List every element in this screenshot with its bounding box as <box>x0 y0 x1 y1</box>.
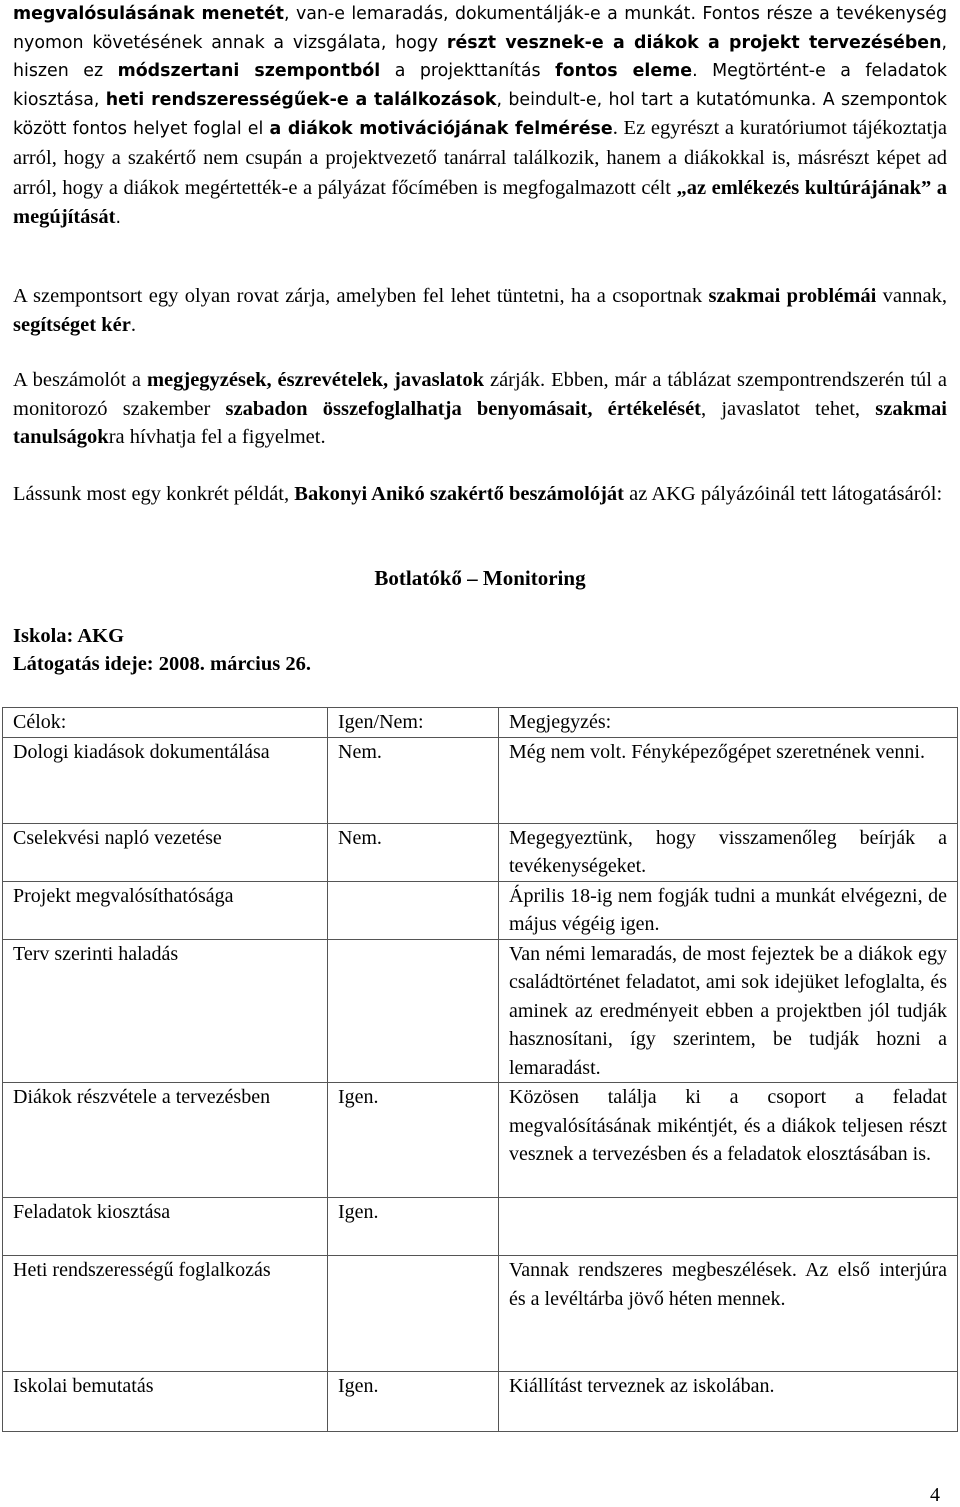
row-status: Nem. <box>328 823 499 881</box>
report-title: Botlatókő – Monitoring <box>374 566 586 590</box>
intro-paragraph-3: A beszámolót a megjegyzések, észrevételek, javaslatok zárják. Ebben, már a táblázat szempontrendszerén túl a monitorozó szakember szabadon összefoglalhatja benyomásait, értékelését, javaslatot tehet, szakmai tanulságokra hívhatja fel a figyelmet. <box>13 369 947 449</box>
table-row <box>3 737 958 823</box>
table-row <box>3 1083 958 1198</box>
table-row <box>3 881 958 939</box>
page-number: 4 <box>930 1484 940 1506</box>
row-status <box>328 1256 499 1372</box>
row-status: Igen. <box>328 1198 499 1256</box>
table-row <box>3 1372 958 1432</box>
monitoring-table <box>2 707 958 1432</box>
row-status: Nem. <box>328 737 499 823</box>
row-note: Megegyeztünk, hogy visszamenőleg beírják a tevékenységeket. <box>499 823 958 881</box>
row-note: Közösen találja ki a csoport a feladat megvalósításának mikéntjét, és a diákok teljesen részt vesznek a tervezésben és a feladatok elosztásában is. <box>499 1083 958 1198</box>
report-school: Iskola: AKG <box>13 625 125 647</box>
row-goal: Dologi kiadások dokumentálása <box>3 737 328 823</box>
intro-paragraph-4: Lássunk most egy konkrét példát, Bakonyi Anikó szakértő beszámolóját az AKG pályázóinál tett látogatásáról: <box>13 483 943 505</box>
row-status: Igen. <box>328 1083 499 1198</box>
row-status <box>328 939 499 1083</box>
row-note: Még nem volt. Fényképezőgépet szeretnének venni. <box>499 737 958 823</box>
row-goal: Feladatok kiosztása <box>3 1198 328 1256</box>
report-visit-date: Látogatás ideje: 2008. március 26. <box>13 653 311 675</box>
row-goal: Diákok részvétele a tervezésben <box>3 1083 328 1198</box>
header-yes-no: Igen/Nem: <box>328 708 499 738</box>
header-notes: Megjegyzés: <box>499 708 958 738</box>
row-note <box>499 1198 958 1256</box>
row-goal: Cselekvési napló vezetése <box>3 823 328 881</box>
table-row <box>3 1198 958 1256</box>
header-goals: Célok: <box>3 708 328 738</box>
table-header-row <box>3 708 958 738</box>
intro-paragraph-2: A szempontsort egy olyan rovat zárja, amelyben fel lehet tüntetni, ha a csoportnak szakmai problémái vannak, segítséget kér. <box>13 285 948 336</box>
table-row <box>3 823 958 881</box>
table-row <box>3 939 958 1083</box>
row-note: Április 18-ig nem fogják tudni a munkát elvégezni, de május végéig igen. <box>499 881 958 939</box>
row-goal: Projekt megvalósíthatósága <box>3 881 328 939</box>
table-row <box>3 1256 958 1372</box>
row-status: Igen. <box>328 1372 499 1432</box>
intro-paragraph-1: megvalósulásának menetét, van-e lemaradás, dokumentálják-e a munkát. Fontos része a tevékenység nyomon követésének annak a vizsgálata, hogy részt vesznek-e a diákok a projekt tervezésében, hiszen ez módszertani szempontból a projekttanítás fontos eleme. Megtörtént-e a feladatok kiosztása, heti rendszerességűek-e a találkozások, beindult-e, hol tart a kutatómunka. A szempontok között fontos helyet foglal el a diákok motivációjának felmérése. Ez egyrészt a kuratóriumot tájékoztatja arról, hogy a szakértő nem csupán a projektvezető tanárral találkozik, hanem a diákokkal is, másrészt képet ad arról, hogy a diákok megértették-e a pályázat főcímében is megfogalmazott célt „az emlékezés kultúrájának” a megújítását. <box>13 4 948 229</box>
row-goal: Terv szerinti haladás <box>3 939 328 1083</box>
row-goal: Iskolai bemutatás <box>3 1372 328 1432</box>
row-note: Kiállítást terveznek az iskolában. <box>499 1372 958 1432</box>
row-status <box>328 881 499 939</box>
row-note: Vannak rendszeres megbeszélések. Az első interjúra és a levéltárba jövő héten mennek. <box>499 1256 958 1372</box>
row-goal: Heti rendszerességű foglalkozás <box>3 1256 328 1372</box>
row-note: Van némi lemaradás, de most fejeztek be a diákok egy családtörténet feladatot, ami sok idejüket lefoglalta, és aminek az eredményeit ebben a projektben jól tudják hasznosítani, így szerintem, be tudják hozni a lemaradást. <box>499 939 958 1083</box>
